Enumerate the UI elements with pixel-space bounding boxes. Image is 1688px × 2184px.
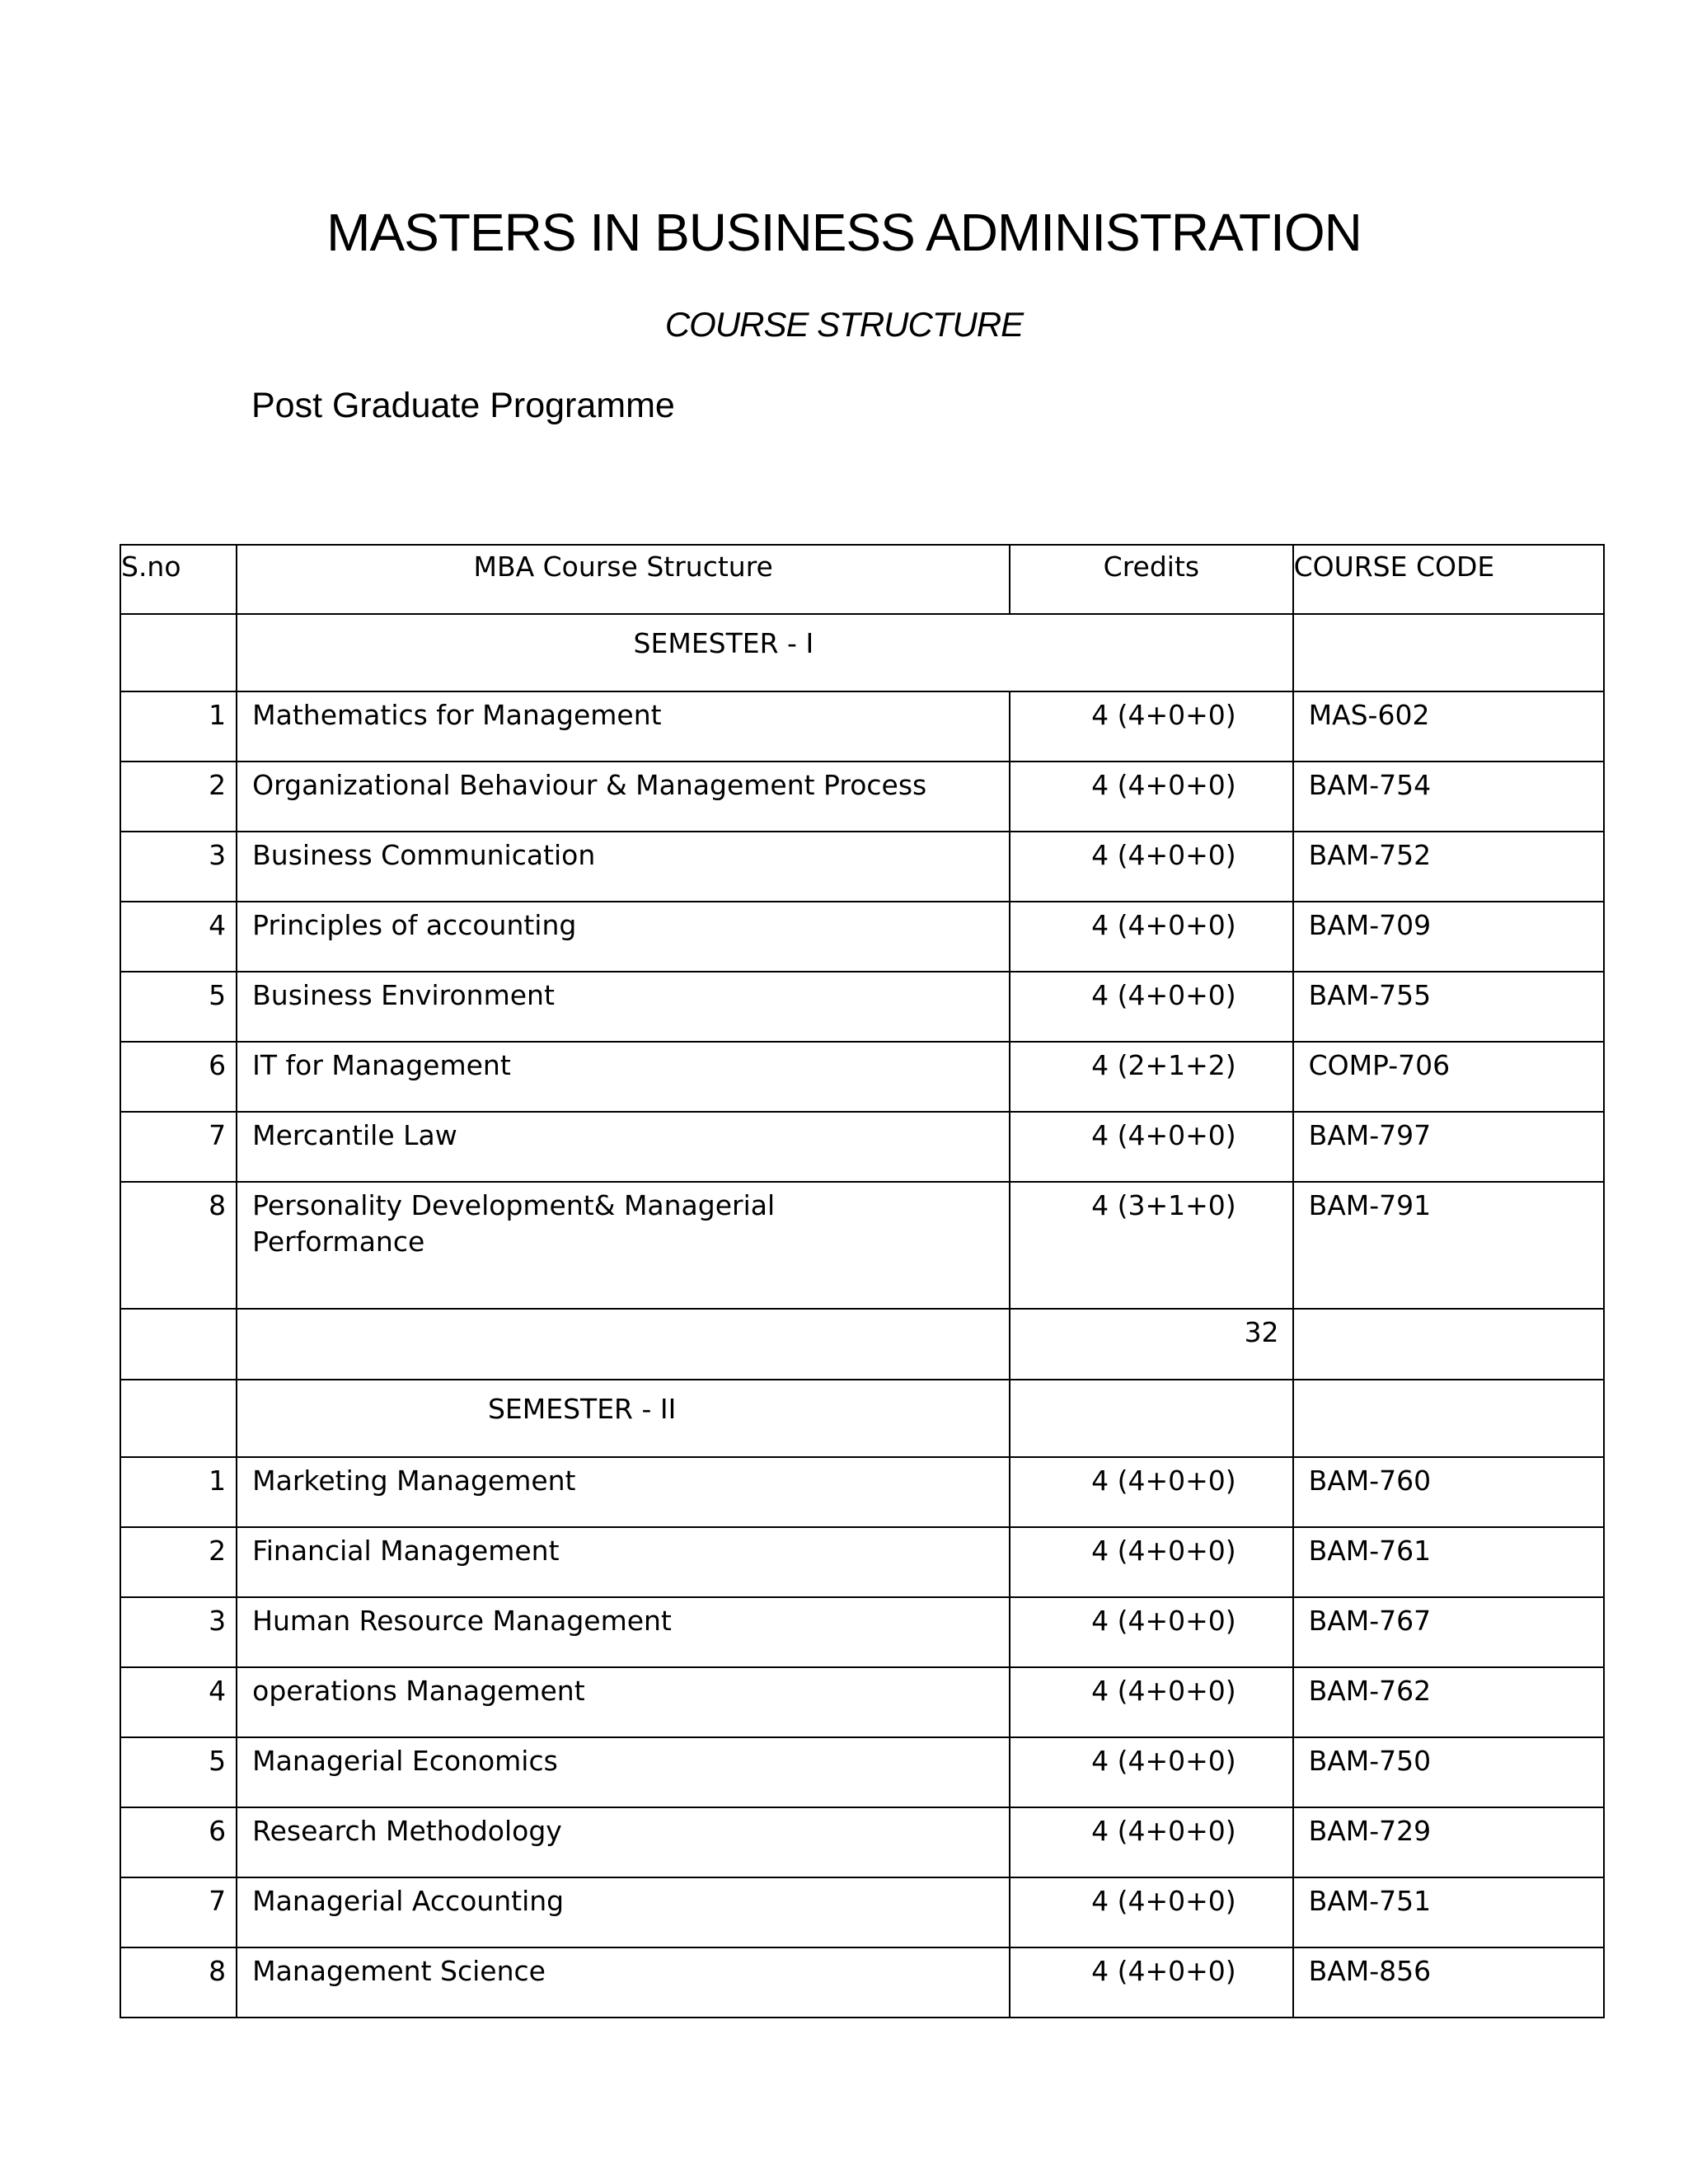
course-structure-table (120, 544, 1605, 2018)
course-code-cell: BAM-754 (1293, 762, 1604, 832)
course-code-cell: BAM-750 (1293, 1737, 1604, 1807)
credits-cell: 4 (4+0+0) (1010, 1877, 1292, 1947)
course-code-cell: BAM-760 (1293, 1457, 1604, 1527)
course-code-cell: BAM-761 (1293, 1527, 1604, 1597)
credits-cell: 4 (4+0+0) (1010, 762, 1292, 832)
credits-cell: 4 (4+0+0) (1010, 1947, 1292, 2018)
table-row (120, 832, 1604, 902)
table-row (120, 762, 1604, 832)
sno-cell: 3 (120, 1597, 237, 1667)
credits-cell: 4 (4+0+0) (1010, 691, 1292, 762)
course-name-cell: Human Resource Management (237, 1597, 1010, 1667)
course-code-cell: BAM-752 (1293, 832, 1604, 902)
document-subtitle: COURSE STRUCTURE (664, 305, 1024, 344)
sno-cell: 5 (120, 1737, 237, 1807)
table-row (120, 691, 1604, 762)
course-code-cell: BAM-709 (1293, 902, 1604, 972)
semester-title: SEMESTER - I (237, 614, 1292, 691)
course-code-cell: BAM-791 (1293, 1182, 1604, 1309)
empty-cell (120, 1309, 237, 1380)
course-name-cell: Business Communication (237, 832, 1010, 902)
sno-cell: 2 (120, 762, 237, 832)
header-credits: Credits (1010, 545, 1292, 614)
course-code-cell: COMP-706 (1293, 1042, 1604, 1112)
course-name-cell: Managerial Economics (237, 1737, 1010, 1807)
table-row (120, 1527, 1604, 1597)
total-row (120, 1309, 1604, 1380)
credits-cell: 4 (4+0+0) (1010, 1527, 1292, 1597)
programme-label: Post Graduate Programme (251, 386, 675, 425)
credits-cell: 4 (4+0+0) (1010, 1737, 1292, 1807)
table-row (120, 1457, 1604, 1527)
course-name-cell: Managerial Accounting (237, 1877, 1010, 1947)
table-row (120, 1737, 1604, 1807)
course-name-cell: Principles of accounting (237, 902, 1010, 972)
course-name-cell: operations Management (237, 1667, 1010, 1737)
sno-cell: 6 (120, 1807, 237, 1877)
course-name-line: Performance (252, 1226, 425, 1258)
course-name-cell: Mathematics for Management (237, 691, 1010, 762)
sno-cell: 7 (120, 1112, 237, 1182)
table-row (120, 972, 1604, 1042)
table-row (120, 1947, 1604, 2018)
table-row (120, 1182, 1604, 1309)
course-code-cell: BAM-797 (1293, 1112, 1604, 1182)
credits-cell: 4 (4+0+0) (1010, 832, 1292, 902)
header-course: MBA Course Structure (237, 545, 1010, 614)
table-row (120, 1877, 1604, 1947)
course-name-cell: Mercantile Law (237, 1112, 1010, 1182)
sno-cell: 7 (120, 1877, 237, 1947)
credits-cell: 4 (4+0+0) (1010, 1807, 1292, 1877)
header-sno: S.no (120, 545, 237, 614)
credits-cell: 4 (4+0+0) (1010, 972, 1292, 1042)
course-code-cell: BAM-856 (1293, 1947, 1604, 2018)
credits-cell: 4 (4+0+0) (1010, 902, 1292, 972)
table-row (120, 1667, 1604, 1737)
course-name-line: Personality Development& Managerial (252, 1189, 776, 1221)
table-row (120, 1597, 1604, 1667)
document-title: MASTERS IN BUSINESS ADMINISTRATION (326, 203, 1362, 262)
course-code-cell: BAM-767 (1293, 1597, 1604, 1667)
credits-total: 32 (1010, 1309, 1292, 1380)
course-name-cell: Management Science (237, 1947, 1010, 2018)
table-row (120, 902, 1604, 972)
table-row (120, 1042, 1604, 1112)
table-row (120, 1807, 1604, 1877)
credits-cell: 4 (4+0+0) (1010, 1457, 1292, 1527)
sno-cell: 1 (120, 1457, 237, 1527)
course-code-cell: BAM-729 (1293, 1807, 1604, 1877)
empty-cell (1010, 1380, 1292, 1457)
course-name-cell: Business Environment (237, 972, 1010, 1042)
sno-cell: 2 (120, 1527, 237, 1597)
course-code-cell: BAM-751 (1293, 1877, 1604, 1947)
empty-cell (120, 614, 237, 691)
sno-cell: 4 (120, 1667, 237, 1737)
sno-cell: 8 (120, 1182, 237, 1309)
course-code-cell: MAS-602 (1293, 691, 1604, 762)
credits-cell: 4 (4+0+0) (1010, 1597, 1292, 1667)
course-code-cell: BAM-762 (1293, 1667, 1604, 1737)
course-name-cell: Organizational Behaviour & Management Process (237, 762, 1010, 832)
empty-cell (120, 1380, 237, 1457)
course-name-cell (237, 1182, 1010, 1309)
course-name-cell: IT for Management (237, 1042, 1010, 1112)
empty-cell (1293, 1380, 1604, 1457)
credits-cell: 4 (3+1+0) (1010, 1182, 1292, 1309)
course-code-cell: BAM-755 (1293, 972, 1604, 1042)
credits-cell: 4 (4+0+0) (1010, 1112, 1292, 1182)
empty-cell (1293, 614, 1604, 691)
credits-cell: 4 (2+1+2) (1010, 1042, 1292, 1112)
empty-cell (1293, 1309, 1604, 1380)
course-name-cell: Financial Management (237, 1527, 1010, 1597)
semester-header-row (120, 614, 1604, 691)
empty-cell (237, 1309, 1010, 1380)
sno-cell: 3 (120, 832, 237, 902)
semester-title: SEMESTER - II (237, 1380, 1010, 1457)
sno-cell: 5 (120, 972, 237, 1042)
sno-cell: 6 (120, 1042, 237, 1112)
semester-header-row (120, 1380, 1604, 1457)
table-header-row (120, 545, 1604, 614)
credits-cell: 4 (4+0+0) (1010, 1667, 1292, 1737)
course-name-cell: Research Methodology (237, 1807, 1010, 1877)
table-row (120, 1112, 1604, 1182)
sno-cell: 8 (120, 1947, 237, 2018)
header-course-code: COURSE CODE (1293, 545, 1604, 614)
sno-cell: 1 (120, 691, 237, 762)
sno-cell: 4 (120, 902, 237, 972)
course-name-cell: Marketing Management (237, 1457, 1010, 1527)
